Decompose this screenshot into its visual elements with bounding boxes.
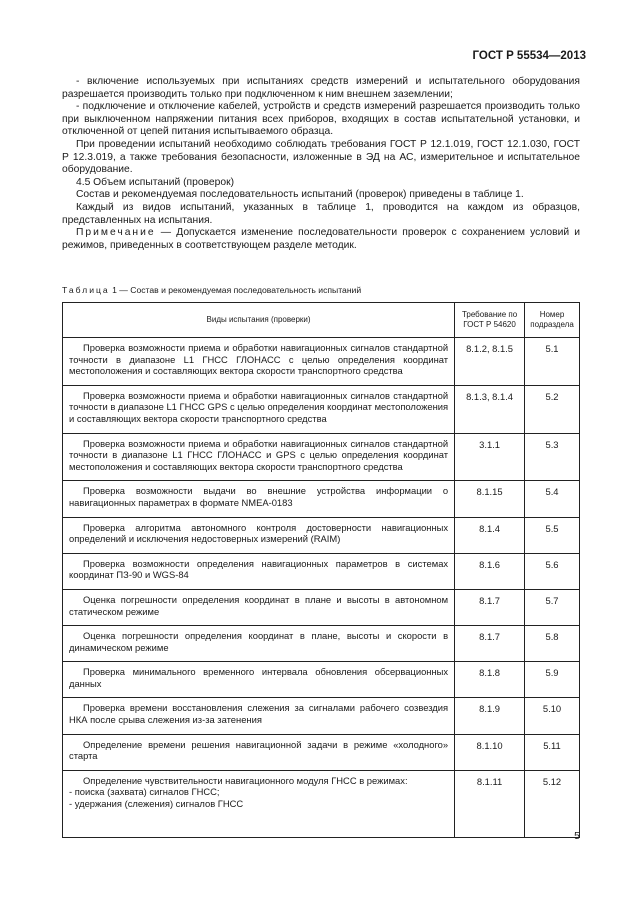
header-subsection: Номер подраздела — [525, 303, 580, 338]
paragraph: - включение используемых при испытаниях средств измерений и испытательного оборудования разрешается производить только при подключенном к ним внешнем заземлении; — [62, 76, 580, 100]
test-description — [63, 698, 455, 734]
test-description — [63, 338, 455, 386]
table-row — [63, 662, 580, 698]
paragraph: При проведении испытаний необходимо соблюдать требования ГОСТ Р 12.1.019, ГОСТ 12.1.030, ГОСТ Р 12.3.019, а также требования безопасности, изложенные в ЭД на АС, измерительное и испытательное оборудование. — [62, 138, 580, 176]
header-kind: Виды испытания (проверки) — [63, 303, 455, 338]
test-description-text: Проверка алгоритма автономного контроля достоверности навигационных определений и исключения недостоверных измерений (RAIM) — [69, 521, 449, 545]
table-header-row — [63, 303, 580, 338]
table-row — [63, 770, 580, 837]
test-description-text: Определение времени решения навигационной задачи в режиме «холодного» старта — [69, 738, 449, 762]
note — [62, 227, 580, 252]
subsection-number: 5.5 — [525, 517, 580, 553]
note-label: Примечание — [76, 227, 156, 239]
subsection-number: 5.10 — [525, 698, 580, 734]
test-description-text: Оценка погрешности определения координат в плане и высоты в автономном статическом режиме — [69, 593, 449, 617]
test-description-text: Проверка возможности выдачи во внешние устройства информации о навигационных параметрах в формате NMEA-0183 — [69, 485, 449, 508]
table-row — [63, 589, 580, 625]
subsection-number: 5.3 — [525, 433, 580, 481]
paragraph: - подключение и отключение кабелей, устройств и средств измерений разрешается производить только при выключенном напряжении питания всех приборов, входящих в состав испытательной установки, и отключенной от цепей питания испытываемого образца. — [62, 101, 580, 138]
test-description — [63, 517, 455, 553]
test-description-text: Определение чувствительности навигационного модуля ГНСС в режимах: — [83, 774, 408, 786]
subsection-number: 5.9 — [525, 662, 580, 698]
test-description — [63, 385, 455, 433]
requirement-ref: 8.1.7 — [455, 626, 525, 662]
test-mode-item: - удержания (слежения) сигналов ГНСС — [69, 798, 244, 810]
document-header: ГОСТ Р 55534—2013 — [472, 50, 586, 62]
test-description-text: Проверка времени восстановления слежения за сигналами рабочего созвездия НКА после срыва слежения из-за затенения — [69, 702, 449, 726]
section-heading: 4.5 Объем испытаний (проверок) — [76, 176, 235, 188]
test-description — [63, 734, 455, 770]
table-row — [63, 734, 580, 770]
requirement-ref: 8.1.2, 8.1.5 — [455, 338, 525, 386]
body-text — [62, 76, 580, 252]
paragraph: Каждый из видов испытаний, указанных в таблице 1, проводится на каждом из образцов, представленных на испытания. — [62, 201, 580, 226]
table-caption — [62, 285, 361, 295]
table-caption-label: Таблица — [62, 285, 110, 295]
subsection-number: 5.11 — [525, 734, 580, 770]
subsection-number: 5.7 — [525, 589, 580, 625]
header-requirement: Требование по ГОСТ Р 54620 — [455, 303, 525, 338]
test-description-text: Проверка возможности приема и обработки навигационных сигналов стандартной точности в диапазоне L1 ГНСС ГЛОНАСС и GPS с целью определения координат местоположения и составляющих вектора скорости транспортного средства — [69, 437, 449, 472]
requirement-ref: 8.1.4 — [455, 517, 525, 553]
test-description — [63, 589, 455, 625]
table-row — [63, 626, 580, 662]
table-caption-text: 1 — Состав и рекомендуемая последовательность испытаний — [109, 285, 362, 295]
test-description — [63, 553, 455, 589]
requirement-ref: 8.1.9 — [455, 698, 525, 734]
page-number: 5 — [574, 830, 580, 842]
subsection-number: 5.12 — [525, 770, 580, 837]
subsection-number: 5.8 — [525, 626, 580, 662]
test-description-text: Оценка погрешности определения координат в плане, высоты и скорости в динамическом режиме — [69, 630, 449, 653]
table-row — [63, 553, 580, 589]
tests-table — [62, 302, 580, 838]
requirement-ref: 8.1.7 — [455, 589, 525, 625]
test-description-text: Проверка возможности приема и обработки навигационных сигналов стандартной точности в диапазоне L1 ГНСС ГЛОНАСС с целью определения координат местоположения и составляющих вектора скорости транспортного средства — [69, 342, 449, 377]
subsection-number: 5.1 — [525, 338, 580, 386]
test-description-text: Проверка возможности определения навигационных параметров в системах координат ПЗ-90 и WGS-84 — [69, 557, 449, 581]
note-text: — Допускается изменение последовательности проверок с сохранением условий и режимов, приведенных в соответствующем разделе методик. — [62, 227, 580, 251]
table-row — [63, 698, 580, 734]
requirement-ref: 8.1.6 — [455, 553, 525, 589]
requirement-ref: 8.1.15 — [455, 481, 525, 517]
test-description — [63, 626, 455, 662]
requirement-ref: 8.1.11 — [455, 770, 525, 837]
table-row — [63, 385, 580, 433]
test-description — [63, 481, 455, 517]
requirement-ref: 8.1.10 — [455, 734, 525, 770]
table-row — [63, 481, 580, 517]
test-description-text: Проверка возможности приема и обработки навигационных сигналов стандартной точности в диапазоне L1 ГНСС GPS с целью определения координат местоположения и составляющих вектора скорости транспортного средства — [69, 389, 449, 424]
table-row — [63, 517, 580, 553]
test-description — [63, 662, 455, 698]
requirement-ref: 3.1.1 — [455, 433, 525, 481]
paragraph: Состав и рекомендуемая последовательность испытаний (проверок) приведены в таблице 1. — [76, 189, 524, 201]
test-description-text: Проверка минимального временного интервала обновления обсервационных данных — [69, 666, 449, 689]
subsection-number: 5.2 — [525, 385, 580, 433]
requirement-ref: 8.1.3, 8.1.4 — [455, 385, 525, 433]
table-row — [63, 433, 580, 481]
requirement-ref: 8.1.8 — [455, 662, 525, 698]
subsection-number: 5.6 — [525, 553, 580, 589]
table-row — [63, 338, 580, 386]
subsection-number: 5.4 — [525, 481, 580, 517]
test-description — [63, 433, 455, 481]
test-mode-item: - поиска (захвата) сигналов ГНСС; — [69, 786, 220, 798]
test-description — [63, 770, 455, 837]
